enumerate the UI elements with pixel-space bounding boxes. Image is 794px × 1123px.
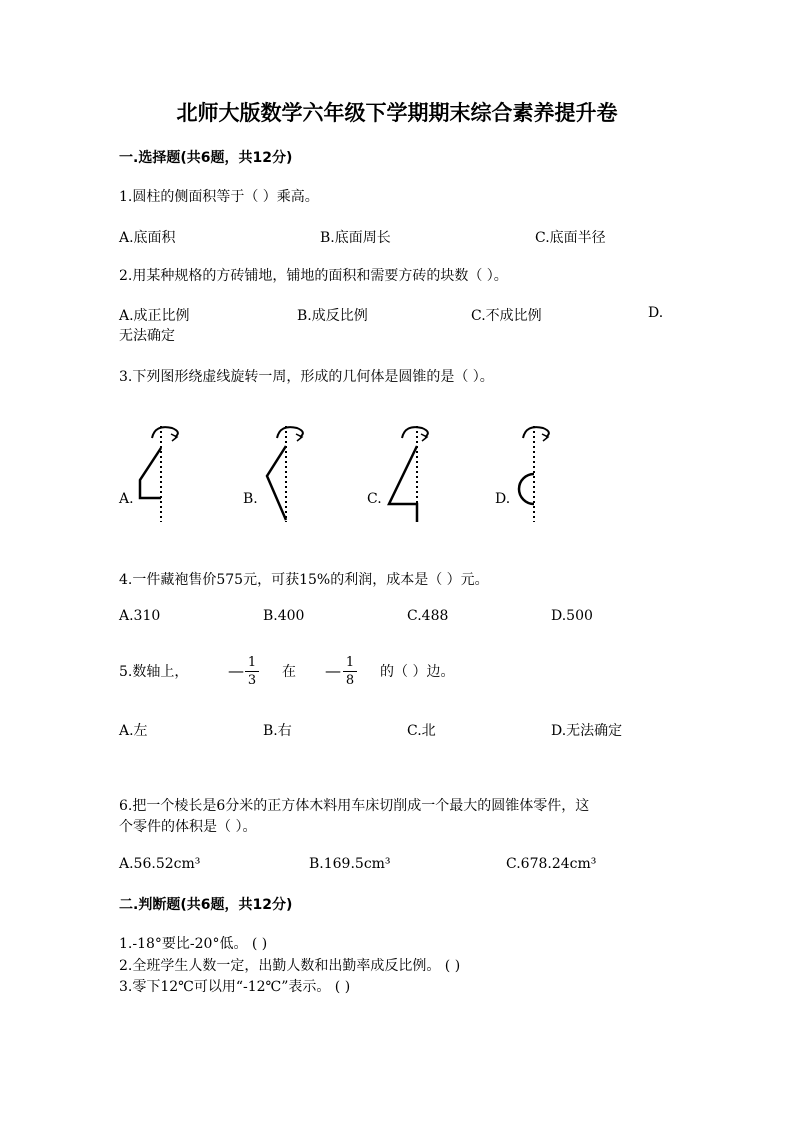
q2-option-d-text: 无法确定: [119, 328, 175, 344]
q5-option-b[interactable]: B.右: [263, 723, 292, 739]
q1-option-a[interactable]: A.底面积: [119, 230, 176, 246]
figure-d-semicircle: [505, 420, 565, 530]
fraction-1-sign: —: [228, 661, 244, 680]
q2-option-d[interactable]: D.: [648, 305, 664, 321]
section-heading-judgment: 二.判断题(共6题，共12分): [119, 897, 293, 913]
figure-a-trapezoid: [130, 420, 190, 530]
q6-option-b[interactable]: B.169.5cm³: [309, 856, 391, 872]
q5-option-a[interactable]: A.左: [119, 723, 148, 739]
fraction-1-numerator: 1: [245, 655, 259, 672]
question-6-line-1: 6.把一个棱长是6分米的正方体木料用车床切削成一个最大的圆锥体零件，这: [119, 798, 590, 814]
section-heading-choice: 一.选择题(共6题，共12分): [119, 150, 293, 166]
fraction-1: [245, 655, 259, 689]
judgment-item-1: 1.-18°要比-20°低。 ( ): [119, 936, 268, 952]
question-4: 4.一件藏袍售价575元，可获15%的利润，成本是（ ）元。: [119, 572, 489, 588]
q5-option-c[interactable]: C.北: [407, 723, 436, 739]
fraction-2-numerator: 1: [343, 655, 357, 672]
question-5-start: 5.数轴上，: [119, 664, 189, 680]
figure-c-right-triangle: [380, 420, 440, 530]
q1-option-c[interactable]: C.底面半径: [535, 230, 606, 246]
figure-b-triangle: [255, 420, 315, 530]
question-5-end: 的（ ）边。: [380, 664, 455, 680]
question-2: 2.用某种规格的方砖铺地，铺地的面积和需要方砖的块数（ ）。: [119, 268, 508, 284]
q4-option-c[interactable]: C.488: [407, 608, 449, 624]
q2-option-a[interactable]: A.成正比例: [119, 308, 190, 324]
question-5-mid: 在: [282, 664, 296, 680]
question-1: 1.圆柱的侧面积等于（ ）乘高。: [119, 189, 319, 205]
page-title: 北师大版数学六年级下学期期末综合素养提升卷: [176, 100, 618, 125]
fraction-2-denominator: 8: [345, 673, 355, 688]
fraction-1-denominator: 3: [247, 673, 257, 688]
question-3: 3.下列图形绕虚线旋转一周，形成的几何体是圆锥的是（ ）。: [119, 369, 494, 385]
q3-option-b[interactable]: B.: [243, 491, 258, 507]
q3-option-a[interactable]: A.: [119, 491, 134, 507]
q4-option-b[interactable]: B.400: [263, 608, 305, 624]
q2-option-b[interactable]: B.成反比例: [297, 308, 368, 324]
q3-option-d[interactable]: D.: [495, 491, 511, 507]
fraction-2: [343, 655, 357, 689]
question-6-line-2: 个零件的体积是（ ）。: [119, 819, 257, 835]
q4-option-a[interactable]: A.310: [119, 608, 161, 624]
q4-option-d[interactable]: D.500: [551, 608, 593, 624]
q3-option-c[interactable]: C.: [367, 491, 382, 507]
fraction-2-sign: —: [325, 661, 341, 680]
q2-option-c[interactable]: C.不成比例: [471, 308, 542, 324]
q5-option-d[interactable]: D.无法确定: [551, 723, 623, 739]
judgment-item-3: 3.零下12℃可以用“-12℃”表示。 ( ): [119, 979, 351, 995]
judgment-item-2: 2.全班学生人数一定，出勤人数和出勤率成反比例。 ( ): [119, 958, 461, 974]
q1-option-b[interactable]: B.底面周长: [320, 230, 391, 246]
q6-option-c[interactable]: C.678.24cm³: [506, 856, 597, 872]
q6-option-a[interactable]: A.56.52cm³: [119, 856, 201, 872]
